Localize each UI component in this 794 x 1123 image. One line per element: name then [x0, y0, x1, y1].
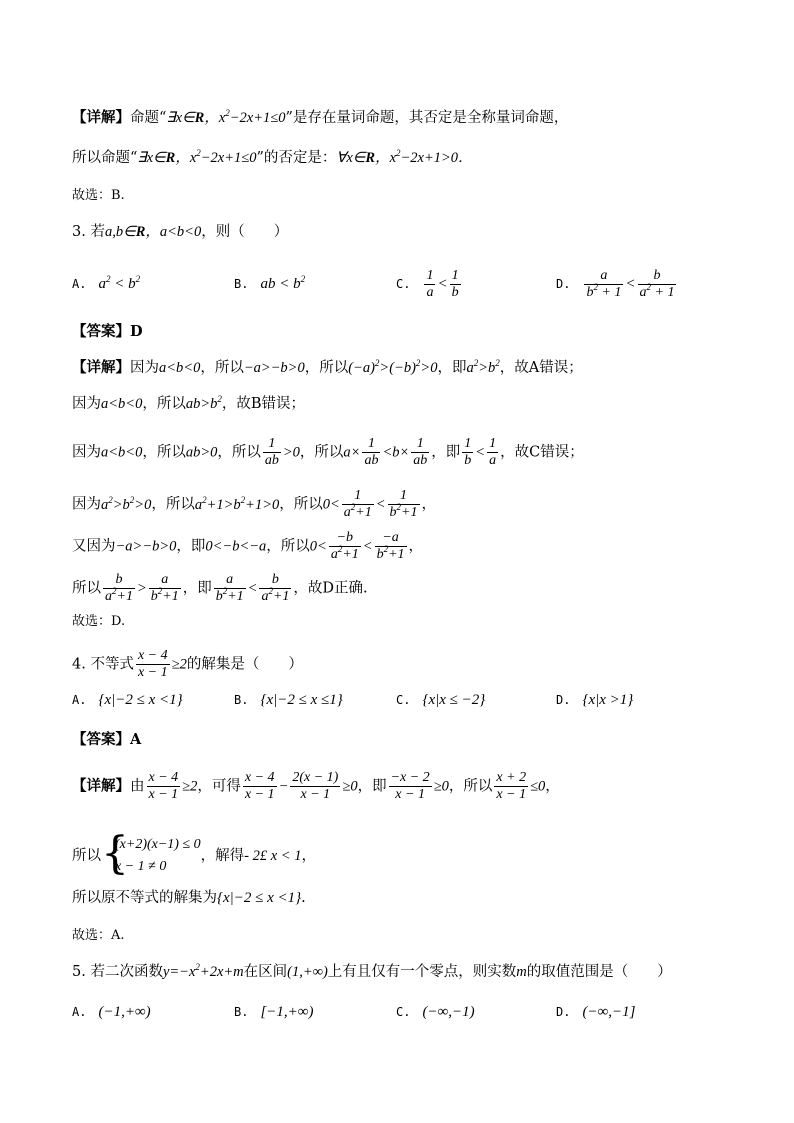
q5-option-c[interactable]: [396, 1002, 475, 1023]
q3-explain-5: 又因为−a>−b>0，即0<−b<−a，所以0< $\frac{-b}{a^2+1}$ < $\frac{-a}{b^2+1}$ ，: [72, 530, 424, 562]
text: 命题“: [130, 110, 167, 126]
explain-2-line-1: [72, 108, 568, 128]
q3-option-c[interactable]: C. $\frac{1}{a}$ < $\frac{1}{b}$: [396, 268, 459, 300]
option-math: (−1,+∞): [98, 1004, 151, 1020]
q3-condition: a,b∈R，a<b<0: [104, 224, 202, 240]
q3-option-d[interactable]: D. $\frac{a}{b^2 + 1}$ < $\frac{b}{a^2 + 1}$: [556, 268, 675, 300]
option-letter: D.: [556, 277, 571, 291]
q4-explain-3: 所以原不等式的解集为{x|−2 ≤ x <1}.: [72, 890, 306, 906]
q4-choose: 故选：A.: [72, 928, 125, 943]
inequality-system: { (x+2)(x−1) ≤ 0 x − 1 ≠ 0: [101, 828, 201, 879]
q5-option-d[interactable]: [556, 1002, 635, 1023]
negation: ∀x∈R，$x^2-2x+1>0$．: [336, 148, 473, 166]
option-math: (−∞,−1]: [582, 1004, 636, 1020]
q3-answer: [72, 322, 143, 342]
q4-explain-2: 所以 { (x+2)(x−1) ≤ 0 x − 1 ≠ 0 ，解得- 2£ x < 1，: [72, 828, 316, 879]
option-math: (−∞,−1): [422, 1004, 475, 1020]
option-letter: B.: [234, 1005, 249, 1019]
option-letter: A.: [72, 693, 87, 707]
q3-explain-2: 因为a<b<0，所以$ab>b^2$，故B错误；: [72, 394, 306, 412]
q5-stem: 5. 若二次函数$y=-x^2+2x+m$在区间(1,+∞)上有且仅有一个零点，则实数m的取值范围是（ ）: [72, 962, 672, 980]
text: ”的否定是：: [256, 150, 337, 166]
q3-option-a[interactable]: [72, 274, 140, 295]
q3-suffix: ，则（ ）: [201, 224, 289, 240]
q3-explain-4: 因为$a^2>b^2>0$，所以$a^2+1>b^2+1>0$，所以0< $\frac{1}{a^2+1}$ < $\frac{1}{b^2+1}$ ，: [72, 488, 436, 520]
answer-text: 【答案】D: [72, 323, 143, 340]
proposition: ∃x∈R，$x^2-2x+1\le 0$: [137, 148, 257, 166]
q4-option-d[interactable]: D. {x|x >1}: [556, 692, 634, 708]
q5-option-b[interactable]: [234, 1002, 313, 1023]
option-letter: D.: [556, 1005, 571, 1019]
answer-text: 【答案】A: [72, 731, 142, 748]
q4-explain-1: 【详解】由 $\frac{x - 4}{x - 1}$ ≥2，可得 $\frac{x - 4}{x - 1}$ − $\frac{2(x - 1)}{x - 1}$ ≥0，即 $\frac{-x - 2}{x - 1}$ ≥0，所以 $\frac{x + 2}{x - 1}$ ≤0，: [72, 770, 560, 802]
q5-option-a[interactable]: [72, 1002, 151, 1023]
option-letter: A.: [72, 1005, 87, 1019]
q4-option-a[interactable]: A. {x|−2 ≤ x <1}: [72, 692, 183, 708]
q3-stem: [72, 222, 288, 242]
q4-answer: [72, 730, 141, 750]
q4-option-c[interactable]: C. {x|x ≤ −2}: [396, 692, 486, 708]
option-letter: C.: [396, 277, 411, 291]
text: ”是存在量词命题，其否定是全称量词命题，: [285, 110, 569, 126]
option-letter: C.: [396, 693, 411, 707]
q4-stem: 4. 不等式 $\frac{x - 4}{x - 1}$ ≥2的解集是（ ）: [72, 648, 303, 680]
q3-choose: 故选：D.: [72, 614, 126, 629]
option-letter: C.: [396, 1005, 411, 1019]
option-math: $a^2 < b^2$: [98, 274, 141, 292]
option-math: [−1,+∞): [260, 1004, 314, 1020]
q4-option-b[interactable]: B. {x|−2 ≤ x ≤1}: [234, 692, 343, 708]
q3-prefix: 3. 若: [72, 224, 105, 240]
explain-tag: 【详解】: [72, 109, 130, 126]
option-math: ab < $b^2$: [260, 274, 306, 292]
option-letter: A.: [72, 277, 87, 291]
explain-2-line-2: [72, 148, 473, 168]
q3-explain-3: 因为a<b<0，所以ab>0，所以 $\frac{1}{ab}$ >0，所以a× $\frac{1}{ab}$ <b× $\frac{1}{ab}$ ，即 $\frac{1}{b}$ < $\frac{1}{a}$ ，故C错误；: [72, 436, 584, 468]
text: 所以命题“: [72, 150, 138, 166]
option-letter: B.: [234, 277, 249, 291]
q3-explain-1: 【详解】因为a<b<0，所以−a>−b>0，所以$(-a)^2>(-b)^2>0$，即$a^2>b^2$，故A错误；: [72, 358, 583, 376]
q3-explain-6: 所以 $\frac{b}{a^2+1}$ > $\frac{a}{b^2+1}$ ，即 $\frac{a}{b^2+1}$ < $\frac{b}{a^2+1}$ ，故D正确.: [72, 572, 368, 604]
proposition: ∃x∈R，$x^2-2x+1\le 0$: [166, 108, 286, 126]
q3-option-b[interactable]: [234, 274, 305, 295]
choose-2: 故选：B.: [72, 188, 125, 203]
option-letter: D.: [556, 693, 571, 707]
option-letter: B.: [234, 693, 249, 707]
